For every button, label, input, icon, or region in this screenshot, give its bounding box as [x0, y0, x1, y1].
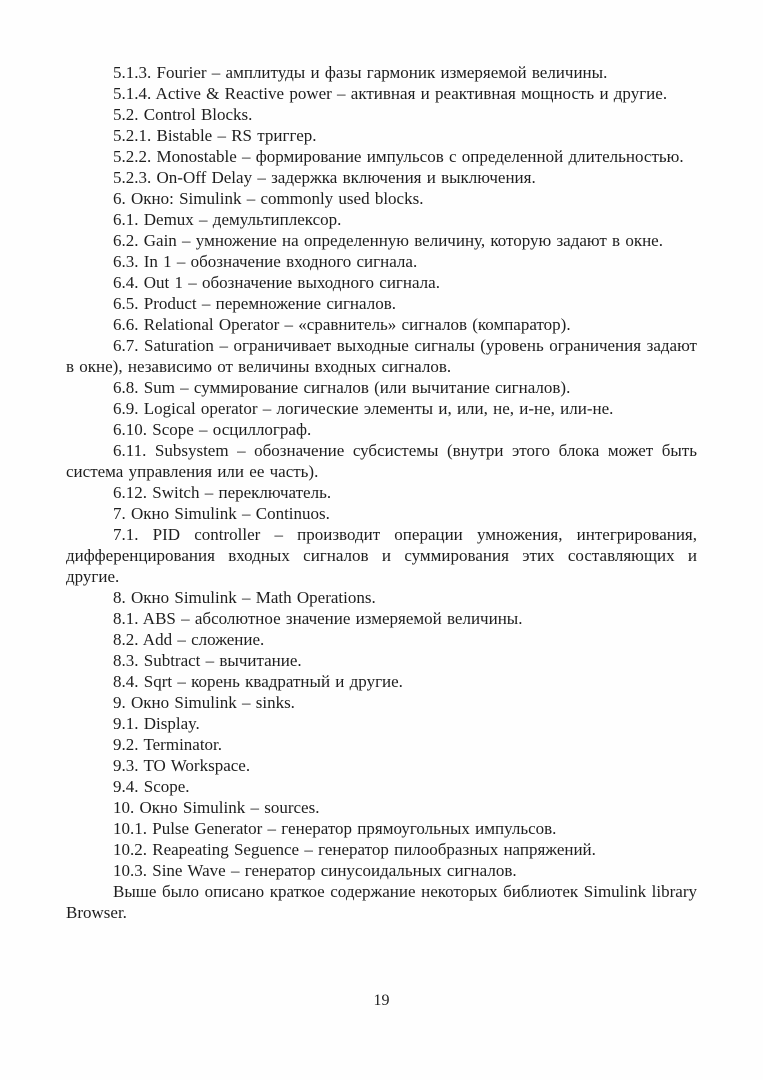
paragraph: 8.4. Sqrt – корень квадратный и другие.: [113, 672, 403, 691]
paragraph: 6.6. Relational Operator – «сравнитель» сигналов (компаратор).: [113, 315, 571, 334]
paragraph: 6.7. Saturation – ограничивает выходные сигналы (уровень ограничения задают в окне), независимо от величины входных сигналов.: [66, 336, 697, 376]
paragraph: 9. Окно Simulink – sinks.: [113, 693, 295, 712]
page-number: 19: [373, 992, 390, 1009]
paragraph: 9.3. TO Workspace.: [113, 756, 251, 775]
paragraph: 9.4. Scope.: [113, 777, 190, 796]
paragraph: 5.2. Control Blocks.: [113, 105, 253, 124]
document-body: [66, 62, 697, 923]
paragraph: 6.9. Logical operator – логические элементы и, или, не, и-не, или-не.: [113, 399, 614, 418]
paragraph: 7. Окно Simulink – Continuos.: [113, 504, 330, 523]
paragraph: 8.3. Subtract – вычитание.: [113, 651, 302, 670]
paragraph: 10.2. Reapeating Seguence – генератор пилообразных напряжений.: [113, 840, 596, 859]
paragraph: 5.2.2. Monostable – формирование импульсов с определенной длительностью.: [113, 147, 684, 166]
paragraph: 6.4. Out 1 – обозначение выходного сигнала.: [113, 273, 440, 292]
paragraph: 6. Окно: Simulink – commonly used blocks.: [113, 189, 424, 208]
paragraph: 6.10. Scope – осциллограф.: [113, 420, 312, 439]
paragraph: 10. Окно Simulink – sources.: [113, 798, 320, 817]
paragraph: 5.1.3. Fourier – амплитуды и фазы гармоник измеряемой величины.: [113, 63, 608, 82]
paragraph: 7.1. PID controller – производит операции умножения, интегрирования, дифференцирования входных сигналов и суммирования этих составляющих и другие.: [66, 525, 697, 586]
paragraph: 9.1. Display.: [113, 714, 200, 733]
paragraph: 5.2.3. On-Off Delay – задержка включения и выключения.: [113, 168, 536, 187]
paragraph: 5.2.1. Bistable – RS триггер.: [113, 126, 317, 145]
paragraph: 6.1. Demux – демультиплексор.: [113, 210, 342, 229]
paragraph: 8. Окно Simulink – Math Operations.: [113, 588, 376, 607]
paragraph: 9.2. Terminator.: [113, 735, 223, 754]
paragraph: Выше было описано краткое содержание некоторых библиотек Simulink library Browser.: [66, 882, 697, 922]
paragraph: 6.5. Product – перемножение сигналов.: [113, 294, 396, 313]
paragraph: 6.8. Sum – суммирование сигналов (или вычитание сигналов).: [113, 378, 571, 397]
paragraph: 8.2. Add – сложение.: [113, 630, 265, 649]
paragraph: 10.3. Sine Wave – генератор синусоидальных сигналов.: [113, 861, 517, 880]
paragraph: 6.11. Subsystem – обозначение субсистемы (внутри этого блока может быть система управления или ее часть).: [66, 441, 697, 481]
paragraph: 5.1.4. Active & Reactive power – активная и реактивная мощность и другие.: [113, 84, 668, 103]
paragraph: 6.12. Switch – переключатель.: [113, 483, 332, 502]
paragraph: 8.1. ABS – абсолютное значение измеряемой величины.: [113, 609, 523, 628]
paragraph: 6.3. In 1 – обозначение входного сигнала.: [113, 252, 418, 271]
paragraph: 6.2. Gain – умножение на определенную величину, которую задают в окне.: [113, 231, 663, 250]
paragraph: 10.1. Pulse Generator – генератор прямоугольных импульсов.: [113, 819, 557, 838]
